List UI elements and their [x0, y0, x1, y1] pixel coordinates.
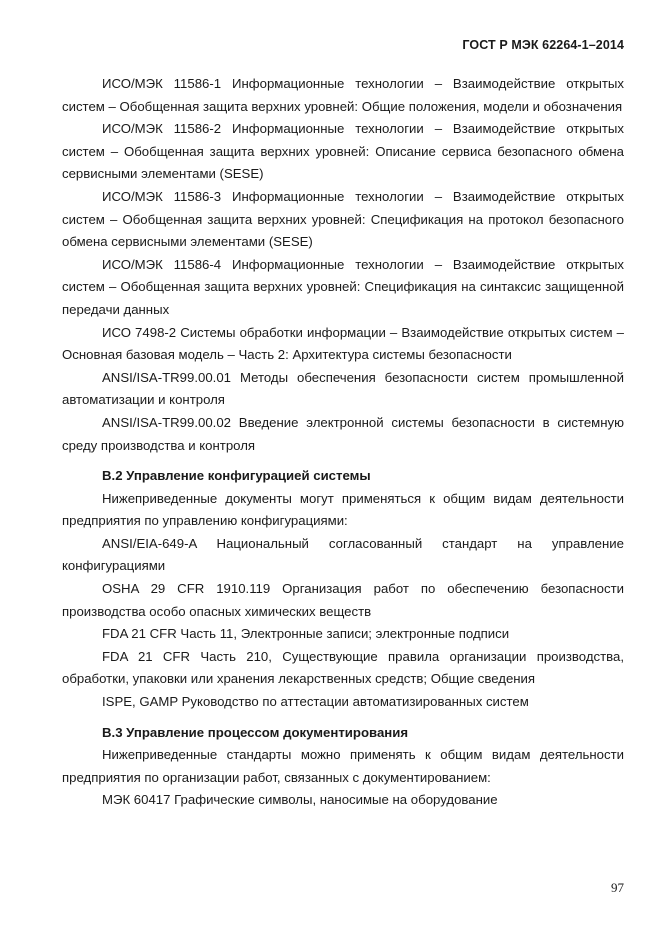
section-heading-b3: В.3 Управление процессом документирования	[102, 724, 409, 740]
section-intro: Нижеприведенные стандарты можно применять к общим видам деятельности предприятия по организации работ, связанных с документированием:	[62, 747, 624, 785]
section-heading-b2: В.2 Управление конфигурацией системы	[102, 468, 371, 484]
reference-item: ИСО/МЭК 11586-4 Информационные технологии – Взаимодействие открытых систем – Обобщенная защита верхних уровней: Спецификация на синтаксис защищенной передачи данных	[62, 256, 624, 317]
reference-item: FDA 21 CFR Часть 11, Электронные записи; электронные подписи	[102, 626, 510, 642]
section-intro: Нижеприведенные документы могут применяться к общим видам деятельности предприятия по управлению конфигурациями:	[62, 490, 624, 529]
reference-item: ANSI/EIA-649-A Национальный согласованный стандарт на управление конфигурациями	[62, 535, 624, 574]
reference-item: ANSI/ISA-TR99.00.02 Введение электронной системы безопасности в системную среду производства и контроля	[62, 414, 624, 453]
reference-item: ИСО/МЭК 11586-2 Информационные технологии – Взаимодействие открытых систем – Обобщенная защита верхних уровней: Описание сервиса безопасного обмена сервисными элементами (SESE)	[62, 121, 624, 182]
reference-item: ИСО/МЭК 11586-1 Информационные технологии – Взаимодействие открытых систем – Обобщенная защита верхних уровней: Общие положения, модели и обозначения	[62, 76, 624, 114]
reference-item: МЭК 60417 Графические символы, наносимые на оборудование	[102, 792, 498, 808]
reference-item: ИСО/МЭК 11586-3 Информационные технологии – Взаимодействие открытых систем – Обобщенная защита верхних уровней: Спецификация на протокол безопасного обмена сервисными элементами (SESE)	[62, 188, 624, 250]
document-header: ГОСТ Р МЭК 62264-1–2014	[462, 38, 624, 52]
reference-item: OSHA 29 CFR 1910.119 Организация работ по обеспечению безопасности производства особо опасных химических веществ	[62, 581, 624, 619]
reference-item: ISPE, GAMP Руководство по аттестации автоматизированных систем	[102, 694, 529, 710]
page-number: 97	[611, 880, 624, 895]
page-body	[62, 73, 624, 812]
reference-item: ИСО 7498-2 Системы обработки информации – Взаимодействие открытых систем – Основная базовая модель – Часть 2: Архитектура системы безопасности	[62, 324, 624, 363]
reference-item: FDA 21 CFR Часть 210, Существующие правила организации производства, обработки, упаковки или хранения лекарственных средств; Общие сведения	[62, 648, 624, 687]
reference-item: ANSI/ISA-TR99.00.01 Методы обеспечения безопасности систем промышленной автоматизации и контроля	[62, 369, 624, 408]
